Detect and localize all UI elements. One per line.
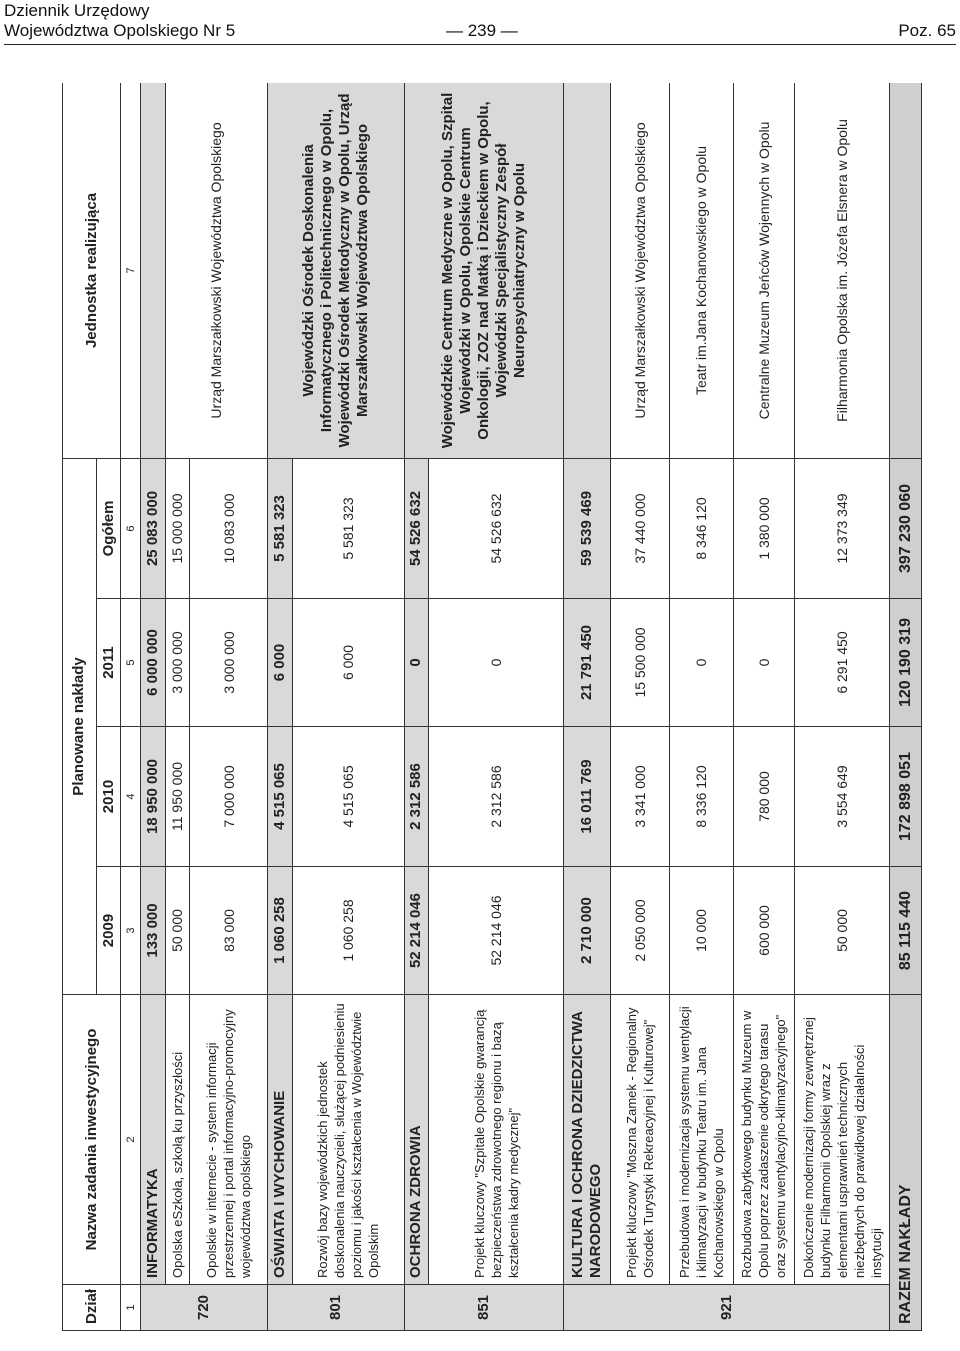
cell-2009: 85 115 440 bbox=[890, 867, 922, 995]
cell-2010: 3 341 000 bbox=[610, 727, 669, 867]
cell-2011: 6 000 000 bbox=[141, 599, 165, 727]
col-total: Ogółem bbox=[96, 458, 120, 598]
section-row bbox=[268, 83, 292, 1331]
table-row bbox=[733, 83, 794, 1331]
total-label: RAZEM NAKŁADY bbox=[890, 995, 922, 1331]
cell-2011: 3 000 000 bbox=[189, 599, 267, 727]
table-row bbox=[165, 83, 189, 1331]
cell-2011: 6 291 450 bbox=[794, 599, 889, 727]
cell-2011: 21 791 450 bbox=[564, 599, 611, 727]
section-name: OŚWIATA I WYCHOWANIE bbox=[268, 995, 292, 1285]
index-cell: 1 bbox=[121, 1285, 141, 1331]
cell-2010: 2 312 586 bbox=[404, 727, 428, 867]
cell-2010: 7 000 000 bbox=[189, 727, 267, 867]
task-name: Rozwój bazy wojewódzkich jednostek doskonalenia nauczycieli, służącej podniesieniu poziomu i jakości kształcenia w Województwie Opolskim bbox=[292, 995, 404, 1285]
cell-2011: 120 190 319 bbox=[890, 599, 922, 727]
cell-2009: 10 000 bbox=[670, 867, 733, 995]
cell-total: 59 539 469 bbox=[564, 458, 611, 598]
task-name: Projekt kluczowy "Moszna Zamek - Regionalny Ośrodek Turystyki Rekreacyjnej i Kulturowej" bbox=[610, 995, 669, 1285]
cell-total: 5 581 323 bbox=[268, 458, 292, 598]
section-row bbox=[141, 83, 165, 1331]
table-row bbox=[794, 83, 889, 1331]
cell-2009: 52 214 046 bbox=[428, 867, 563, 995]
position-number: Poz. 65 bbox=[898, 21, 956, 40]
cell-2010: 4 515 065 bbox=[268, 727, 292, 867]
cell-total: 37 440 000 bbox=[610, 458, 669, 598]
unit-cell: Wojewódzkie Centrum Medyczne w Opolu, Szpital Wojewódzki w Opolu, Opolskie Centrum Onkologii, ZOZ nad Matką i Dzieckiem w Opolu, Wojewódzki Specjalistyczny Zespół Neuropsychiatryczny w Opolu bbox=[404, 83, 564, 458]
journal-title: Dziennik Urzędowy bbox=[4, 1, 150, 20]
cell-2010: 4 515 065 bbox=[292, 727, 404, 867]
unit-cell: Wojewódzki Ośrodek Doskonalenia Informatycznego i Politechnicznego w Opolu, Wojewódzki Ośrodek Metodyczny w Opolu, Urząd Marszałkowski Województwa Opolskiego bbox=[268, 83, 404, 458]
index-cell: 2 bbox=[121, 995, 141, 1285]
cell-2009: 600 000 bbox=[733, 867, 794, 995]
cell-total: 25 083 000 bbox=[141, 458, 165, 598]
header-row bbox=[63, 83, 97, 1331]
cell-2011: 0 bbox=[404, 599, 428, 727]
task-name: Projekt kluczowy "Szpitale Opolskie gwarancją bezpieczeństwa zdrowotnego regionu i bazą kształcenia kadry medycznej" bbox=[428, 995, 563, 1285]
section-row bbox=[404, 83, 428, 1331]
task-name: Przebudowa i modernizacja systemu wentylacji i klimatyzacji w budynku Teatru im. Jana Kochanowskiego w Opolu bbox=[670, 995, 733, 1285]
cell-total: 5 581 323 bbox=[292, 458, 404, 598]
section-name: INFORMATYKA bbox=[141, 995, 165, 1285]
col-name: Nazwa zadania inwestycyjnego bbox=[63, 995, 121, 1285]
cell-total: 10 083 000 bbox=[189, 458, 267, 598]
cell-total: 8 346 120 bbox=[670, 458, 733, 598]
cell-total: 1 380 000 bbox=[733, 458, 794, 598]
cell-2010: 18 950 000 bbox=[141, 727, 165, 867]
col-2011: 2011 bbox=[96, 599, 120, 727]
unit-cell: Centralne Muzeum Jeńców Wojennych w Opolu bbox=[733, 83, 794, 458]
section-code: 851 bbox=[404, 1285, 564, 1331]
unit-cell: Filharmonia Opolska im. Józefa Elsnera w Opolu bbox=[794, 83, 889, 458]
cell-total: 397 230 060 bbox=[890, 458, 922, 598]
cell-2011: 3 000 000 bbox=[165, 599, 189, 727]
section-code: 720 bbox=[141, 1285, 268, 1331]
index-cell: 6 bbox=[121, 458, 141, 598]
cell-2009: 2 050 000 bbox=[610, 867, 669, 995]
section-row bbox=[564, 83, 611, 1331]
col-planned: Planowane nakłady bbox=[63, 458, 97, 994]
cell-2009: 133 000 bbox=[141, 867, 165, 995]
total-unit-empty bbox=[890, 83, 922, 458]
cell-2010: 3 554 649 bbox=[794, 727, 889, 867]
cell-2009: 83 000 bbox=[189, 867, 267, 995]
cell-2011: 15 500 000 bbox=[610, 599, 669, 727]
table-row bbox=[670, 83, 733, 1331]
unit-cell: Teatr im.Jana Kochanowskiego w Opolu bbox=[670, 83, 733, 458]
cell-2010: 780 000 bbox=[733, 727, 794, 867]
unit-cell: Urząd Marszałkowski Województwa Opolskiego bbox=[165, 83, 268, 458]
cell-2009: 50 000 bbox=[794, 867, 889, 995]
total-row bbox=[890, 83, 922, 1331]
cell-total: 54 526 632 bbox=[404, 458, 428, 598]
col-dzial: Dział bbox=[63, 1285, 121, 1331]
task-name: Opolska eSzkoła, szkołą ku przyszłości bbox=[165, 995, 189, 1285]
cell-2011: 6 000 bbox=[268, 599, 292, 727]
page-header bbox=[4, 0, 956, 45]
section-name: KULTURA I OCHRONA DZIEDZICTWA NARODOWEGO bbox=[564, 995, 611, 1285]
cell-2011: 0 bbox=[670, 599, 733, 727]
task-name: Opolskie w internecie - system informacji przestrzennej i portal informacyjno-promocyjny województwa opolskiego bbox=[189, 995, 267, 1285]
cell-2011: 0 bbox=[428, 599, 563, 727]
col-2010: 2010 bbox=[96, 727, 120, 867]
cell-2011: 0 bbox=[733, 599, 794, 727]
cell-2010: 2 312 586 bbox=[428, 727, 563, 867]
section-code: 921 bbox=[564, 1285, 890, 1331]
unit-cell: Urząd Marszałkowski Województwa Opolskiego bbox=[610, 83, 669, 458]
index-cell: 3 bbox=[121, 867, 141, 995]
cell-2009: 50 000 bbox=[165, 867, 189, 995]
section-unit-empty bbox=[564, 83, 611, 458]
index-cell: 7 bbox=[121, 83, 141, 458]
cell-total: 54 526 632 bbox=[428, 458, 563, 598]
index-cell: 4 bbox=[121, 727, 141, 867]
cell-total: 15 000 000 bbox=[165, 458, 189, 598]
index-row bbox=[121, 83, 141, 1331]
cell-2009: 1 060 258 bbox=[268, 867, 292, 995]
cell-2009: 2 710 000 bbox=[564, 867, 611, 995]
cell-2010: 8 336 120 bbox=[670, 727, 733, 867]
cell-2011: 6 000 bbox=[292, 599, 404, 727]
rotated-table-wrapper bbox=[62, 83, 922, 1331]
journal-subtitle: Województwa Opolskiego Nr 5 bbox=[4, 21, 236, 40]
section-name: OCHRONA ZDROWIA bbox=[404, 995, 428, 1285]
section-unit-empty bbox=[141, 83, 165, 458]
cell-2010: 11 950 000 bbox=[165, 727, 189, 867]
cell-2009: 52 214 046 bbox=[404, 867, 428, 995]
col-unit: Jednostka realizująca bbox=[63, 83, 121, 458]
cell-2010: 172 898 051 bbox=[890, 727, 922, 867]
cell-total: 12 373 349 bbox=[794, 458, 889, 598]
table-row bbox=[610, 83, 669, 1331]
rotated-table bbox=[62, 83, 922, 1331]
section-code: 801 bbox=[268, 1285, 404, 1331]
cell-2010: 16 011 769 bbox=[564, 727, 611, 867]
task-name: Rozbudowa zabytkowego budynku Muzeum w Opolu poprzez zadaszenie odkrytego tarasu oraz systemu wentylacyjno-klimatyzacyjnego" bbox=[733, 995, 794, 1285]
cell-2009: 1 060 258 bbox=[292, 867, 404, 995]
investment-table bbox=[62, 83, 922, 1331]
col-2009: 2009 bbox=[96, 867, 120, 995]
task-name: Dokończenie modernizacji formy zewnętrznej budynku Filharmonii Opolskiej wraz z elementami usprawnień technicznych niezbędnych do prawidłowej działalności instytucji bbox=[794, 995, 889, 1285]
page-number: — 239 — bbox=[446, 21, 518, 40]
index-cell: 5 bbox=[121, 599, 141, 727]
